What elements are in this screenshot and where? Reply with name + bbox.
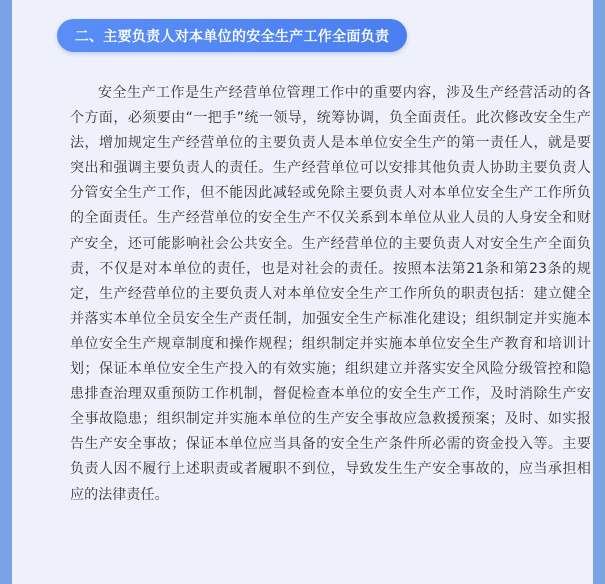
article-paragraph: 安全生产工作是生产经营单位管理工作中的重要内容，涉及生产经营活动的各个方面，必须要由“一把手”统一领导，统筹协调，负全面责任。此次修改安全生产法，增加规定生产经营单位的主要负责人是本单位安全生产的第一责任人，就是要突出和强调主要负责人的责任。生产经营单位可以安排其他负责人协助主要负责人分管安全生产工作，但不能因此减轻或免除主要负责人对本单位安全生产工作所负的全面责任。生产经营单位的安全生产不仅关系到本单位从业人员的人身安全和财产安全，还可能影响社会公共安全。生产经营单位的主要负责人对安全生产全面负责，不仅是对本单位的责任，也是对社会的责任。按照本法第21条和第23条的规定，生产经营单位的主要负责人对本单位安全生产工作所负的职责包括：建立健全并落实本单位全员安全生产责任制，加强安全生产标准化建设；组织制定并实施本单位安全生产规章制度和操作规程；组织制定并实施本单位安全生产教育和培训计划；保证本单位安全生产投入的有效实施；组织建立并落实安全风险分级管控和隐患排查治理双重预防工作机制，督促检查本单位的安全生产工作，及时消除生产安全事故隐患；组织制定并实施本单位的生产安全事故应急救援预案；及时、如实报告生产安全事故；保证本单位应当具备的安全生产条件所必需的资金投入等。主要负责人因不履行上述职责或者履职不到位，导致发生生产安全事故的，应当承担相应的法律责任。: [70, 85, 591, 503]
content-card: [12, 0, 593, 584]
section-header: [57, 19, 407, 52]
section-title: 二、主要负责人对本单位的安全生产工作全面负责: [74, 28, 390, 45]
